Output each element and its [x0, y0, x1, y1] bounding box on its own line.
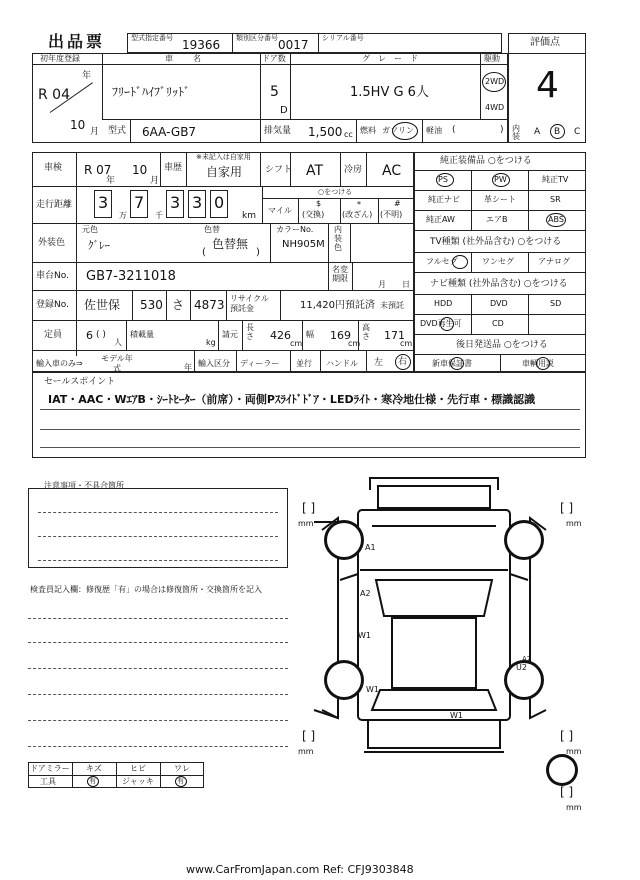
drive-label: 駆動	[484, 54, 500, 63]
odo-digit-5: 0	[214, 193, 225, 212]
shaken-month-unit: 月	[150, 176, 160, 186]
color-no-label: カラーNo.	[276, 225, 314, 234]
damage-mark-a1: A1	[365, 543, 376, 552]
handle-right: 右	[398, 357, 408, 367]
hash-mark: #	[394, 199, 401, 208]
interior-b: B	[554, 127, 561, 137]
fuel-label: 燃料	[360, 126, 376, 135]
parts-tools-label: 工具	[40, 777, 56, 786]
later-manual: 車輌用説	[522, 359, 554, 368]
first-reg-year: R 04	[38, 87, 70, 103]
later-label: 後日発送品 ○をつける	[456, 340, 548, 350]
damage-mark-w1-door: W1	[358, 631, 371, 640]
footer-watermark: www.CarFromJapan.com Ref: CFJ9303848	[186, 863, 414, 876]
registration-class: 530	[140, 298, 163, 312]
parts-header-scratch: キズ	[86, 764, 102, 773]
damage-mark-w1-back: W1	[450, 711, 463, 720]
color-paren-open: (	[202, 247, 206, 258]
star-mark: *	[357, 200, 361, 209]
navi-cd: CD	[492, 319, 504, 328]
parts-header-break: ワレ	[174, 764, 190, 773]
score-label: 評価点	[530, 37, 560, 48]
form-title: 出品票	[48, 32, 106, 51]
sales-label: セールスポイント	[44, 377, 116, 387]
tire-bracket-rl: [ ]	[302, 729, 316, 743]
capacity-paren: ( )	[96, 330, 106, 340]
shaken-year: R 07	[84, 163, 112, 177]
parts-jack-label: ジャッキ	[122, 777, 154, 786]
later-warranty: 新車保証書	[432, 359, 472, 368]
model-spec-no: 19366	[182, 38, 221, 52]
eq-sr: SR	[550, 195, 561, 204]
name-change-month: 月	[378, 280, 386, 289]
caution-label: 注意事項・不具合箇所	[44, 481, 124, 490]
tire-mm-fl: mm	[298, 519, 314, 528]
import-category-label: 輸入区分	[198, 359, 230, 368]
tire-bracket-spare: [ ]	[560, 785, 574, 799]
grade-label: グレード	[362, 54, 426, 63]
height-cm: cm	[400, 339, 413, 348]
handle-label: ハンドル	[326, 359, 358, 368]
handle-left: 左	[374, 358, 384, 368]
recycle-amount: 11,420円預託済	[300, 300, 375, 311]
width-label: 幅	[306, 330, 314, 339]
tire-bracket-fr: [ ]	[560, 501, 574, 515]
fuel-paren-open: (	[452, 125, 456, 135]
navi-hdd: HDD	[434, 299, 453, 308]
mileage-label: 走行距離	[36, 200, 73, 210]
import-dealer: ディーラー	[240, 359, 280, 368]
grade-value: 1.5HV G 6人	[350, 85, 429, 100]
category-no: 0017	[278, 38, 309, 52]
registration-kana: さ	[172, 298, 185, 312]
tv-oneseg: ワンセグ	[482, 257, 514, 266]
shaken-year-unit: 年	[106, 176, 116, 186]
tampered-option: (改ざん)	[342, 210, 373, 219]
inspector-label: 検査員記入欄：修復歴「有」の場合は修復箇所・交換箇所を記入	[30, 585, 262, 594]
fuel-light-oil: 軽油	[426, 126, 442, 135]
eq-abs: ABS	[548, 215, 564, 224]
month-unit: 月	[90, 127, 100, 137]
shaken-label: 車検	[44, 163, 63, 173]
category-label: 類別区分番号	[236, 34, 278, 42]
first-reg-label: 初年度登録	[40, 54, 80, 63]
ac-value: AC	[382, 163, 402, 179]
tire-mm-spare: mm	[566, 803, 582, 812]
tire-bracket-fl: [ ]	[302, 501, 316, 515]
car-damage-diagram	[300, 470, 600, 810]
odo-digit-4: 3	[192, 193, 203, 212]
door-type: D	[280, 105, 288, 116]
eq-pw: PW	[494, 175, 507, 184]
cc-unit: cc	[344, 130, 353, 139]
tv-label: TV種類 (社外品含む) ○をつける	[430, 237, 562, 247]
dollar-mark: $	[316, 199, 322, 208]
mileage-circle-note: ○をつける	[318, 188, 353, 196]
height-label: 高さ	[362, 323, 370, 341]
import-parallel: 並行	[296, 359, 312, 368]
model-year-unit: 年	[184, 363, 192, 372]
capacity-persons: 6	[86, 329, 93, 342]
length-value: 426	[270, 329, 291, 342]
navi-dvd: DVD	[490, 299, 508, 308]
eq-aw: 純正AW	[426, 215, 455, 224]
odo-digit-2: 7	[134, 193, 145, 212]
year-unit: 年	[82, 71, 92, 81]
name-change-day: 日	[402, 280, 410, 289]
serial-label: シリアル番号	[322, 34, 364, 42]
tire-mm-rr: mm	[566, 747, 582, 756]
import-label: 輸入車のみ⇒	[36, 359, 83, 368]
parts-jack-value: 有	[177, 777, 184, 785]
capacity-person-unit: 人	[114, 338, 122, 347]
mile-option: マイル	[268, 206, 292, 215]
color-label: 外装色	[38, 238, 66, 248]
color-change-value: 色替無	[212, 237, 249, 251]
damage-mark-a2-left: A2	[360, 589, 371, 598]
load-label: 積載量	[130, 330, 154, 339]
odo-unit-sen: 千	[155, 211, 163, 220]
displacement-value: 1,500	[308, 125, 343, 139]
parts-header-crack: ヒビ	[130, 764, 146, 773]
interior-c: C	[574, 127, 581, 137]
length-cm: cm	[290, 339, 303, 348]
shift-label: シフト	[265, 165, 293, 175]
first-reg-month: 10	[70, 118, 86, 132]
shift-value: AT	[306, 163, 324, 179]
navi-dvd-play: DVD再生可	[420, 319, 462, 328]
tire-bracket-rr: [ ]	[560, 729, 574, 743]
sales-text: IAT・AAC・WｴｱB・ｼｰﾄﾋｰﾀｰ（前席）・両側Pｽﾗｲﾄﾞﾄﾞｱ・LEDﾗｲﾄ・寒冷地仕様・先行車・標識認識	[48, 393, 536, 406]
eq-tv: 純正TV	[542, 175, 569, 184]
length-label: 長さ	[246, 323, 254, 341]
navi-label: ナビ種類 (社外品含む) ○をつける	[430, 279, 568, 289]
recycle-label: リサイクル預託金	[230, 294, 269, 313]
drive-2wd: 2WD	[485, 77, 505, 86]
damage-mark-a2-right: A2	[522, 655, 532, 663]
eq-airbag: エアB	[486, 215, 508, 224]
displacement-label: 排気量	[264, 126, 292, 136]
history-label: 車歴	[164, 163, 183, 173]
color-change-label: 色替	[204, 225, 220, 234]
odo-unit-man: 万	[119, 211, 127, 220]
tv-fullseg: フルセグ	[426, 257, 458, 266]
eq-leather: 革シート	[484, 195, 516, 204]
door-label: ドア数	[262, 54, 286, 63]
chassis-label: 車台No.	[36, 271, 69, 281]
parts-header-mirror: ドアミラー	[30, 764, 70, 773]
odo-digit-1: 3	[98, 193, 109, 212]
caution-box	[28, 488, 288, 568]
fuel-paren-close: )	[500, 125, 504, 135]
odo-digit-3: 3	[170, 193, 181, 212]
interior-label: 内装	[512, 124, 520, 141]
fuel-gasoline: ガソリン	[382, 126, 414, 135]
parts-tools-value: 有	[89, 777, 96, 785]
score-value: 4	[536, 65, 559, 106]
drive-4wd: 4WD	[485, 103, 505, 112]
tire-mm-rl: mm	[298, 747, 314, 756]
height-value: 171	[384, 329, 405, 342]
eq-navi: 純正ナビ	[428, 195, 460, 204]
interior-a: A	[534, 127, 541, 137]
navi-sd: SD	[550, 299, 562, 308]
model-label: 型式	[108, 126, 127, 136]
genuine-label: 純正装備品 ○をつける	[440, 156, 532, 166]
tv-analog: アナログ	[538, 257, 570, 266]
capacity-label: 定員	[44, 330, 63, 340]
model-value: 6AA-GB7	[142, 125, 197, 139]
eq-ps: PS	[438, 175, 448, 184]
tire-mm-fr: mm	[566, 519, 582, 528]
width-cm: cm	[348, 339, 361, 348]
interior-color-label: 内装色	[334, 225, 342, 252]
chassis-value: GB7-3211018	[86, 269, 176, 284]
color-paren-close: )	[256, 247, 260, 258]
history-value: 自家用	[206, 165, 243, 179]
original-color: ｸﾞﾚｰ	[88, 239, 110, 252]
shaken-month: 10	[132, 163, 148, 177]
request-label: 請元	[222, 330, 238, 339]
width-value: 169	[330, 329, 351, 342]
original-color-label: 元色	[82, 225, 98, 234]
damage-mark-w1-rear: W1	[366, 685, 379, 694]
load-kg: kg	[206, 338, 216, 347]
registration-number: 4873	[194, 298, 225, 312]
car-name-label: 車名	[165, 54, 221, 63]
unknown-option: (不明)	[380, 210, 403, 219]
registration-label: 登録No.	[36, 300, 69, 310]
recycle-unpaid: 未預託	[380, 301, 404, 310]
model-year-label: モデル年式	[101, 354, 133, 373]
color-no-value: NH905M	[282, 239, 325, 250]
km-unit: km	[242, 211, 256, 221]
door-count: 5	[270, 84, 279, 100]
registration-area: 佐世保	[84, 298, 121, 312]
name-change-label: 名変期限	[332, 265, 348, 283]
model-spec-label: 型式指定番号	[131, 34, 173, 42]
ac-label: 冷房	[344, 165, 363, 175]
car-name: ﾌﾘｰﾄﾞﾊｲﾌﾞﾘｯﾄﾞ	[112, 85, 191, 99]
history-note: ※未記入は自家用	[196, 153, 251, 161]
exchange-option: (交換)	[302, 210, 325, 219]
damage-mark-u2: U2	[516, 663, 527, 672]
